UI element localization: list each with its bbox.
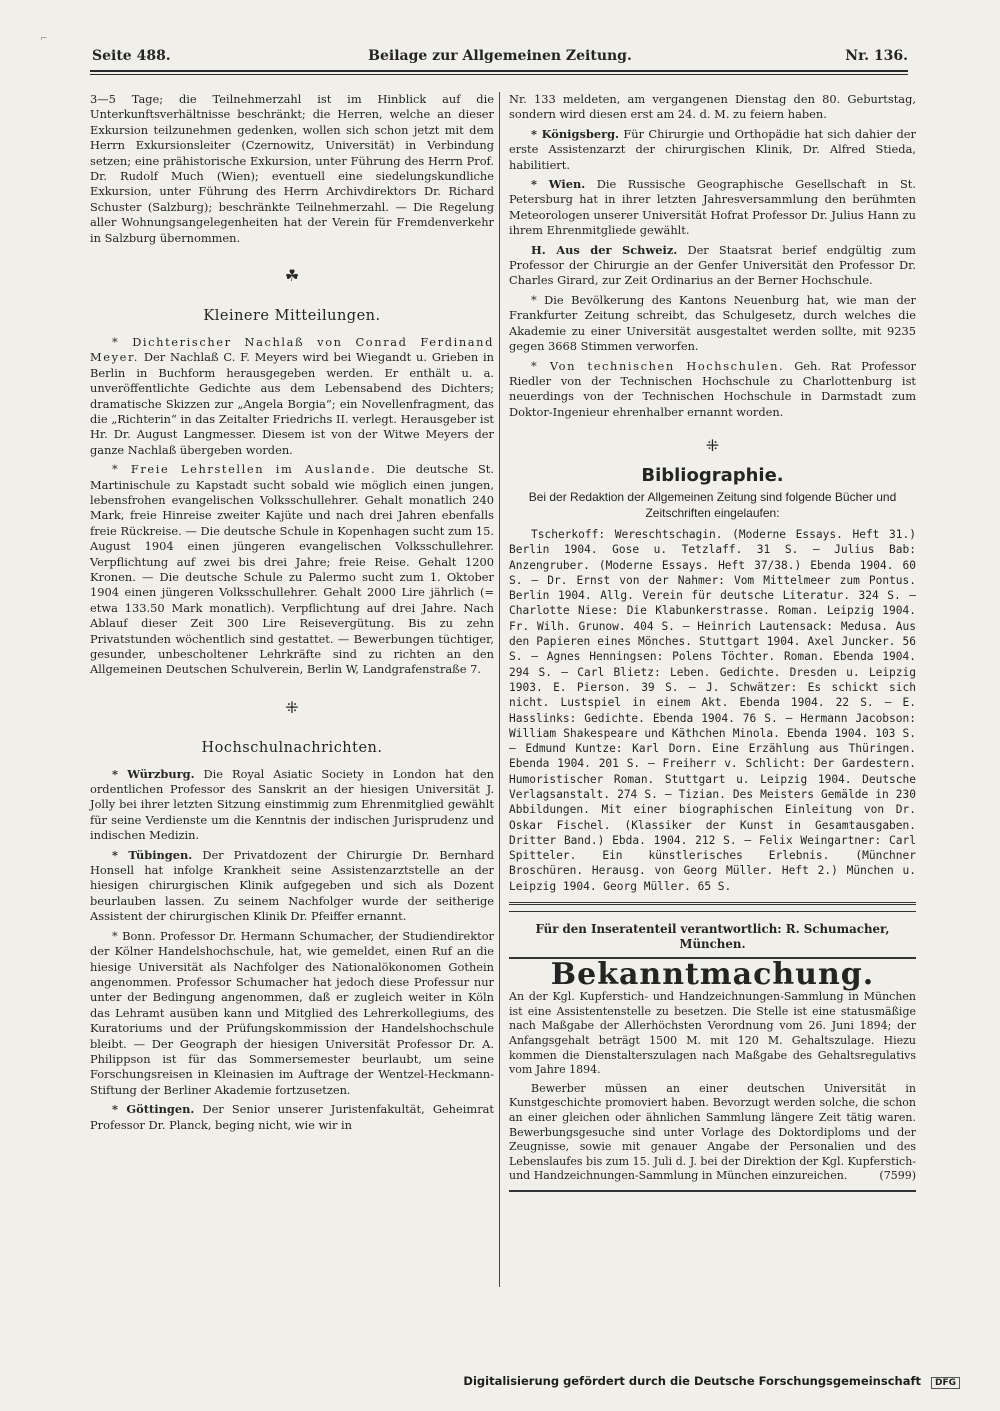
bibliographie-end-rule: [509, 902, 916, 912]
bibliographie-title: Bibliographie.: [641, 464, 784, 486]
header-rule-thin: [90, 74, 908, 75]
article-bonn-text: Professor Dr. Hermann Schumacher, der Studiendirektor der Kölner Handelshochschule, hat, wie gemeldet, einen Ruf an die hiesige Universität als Nachfolger des Nationalökonomen Gothein angenommen. Professor Schumacher hat jedoch diese Professur nur unter der Bedingung angenommen, daß er zugleich weiter in Köln das Lehramt ausüben kann und Mitglied des Lehrerkollegiums, des Kuratoriums und der Prüfungskommission der Handelshochschule bleibt. — Der Geograph der hiesigen Universität Professor Dr. A. Philippson ist für das Sommersemester beurlaubt, um seine Forschungsreisen in Kleinasien im Auftrage der Wentzel-Heckmann-Stiftung der Berliner Akademie fortzusetzen.: [90, 928, 494, 1097]
section-title-kleinere: Kleinere Mitteilungen.: [203, 308, 381, 325]
article-tuebingen-text: Der Privatdozent der Chirurgie Dr. Bernhard Honsell hat infolge Krankheit seine Assistenzarztstelle an der hiesigen chirurgischen Klinik aufgegeben und sich als Dozent beurlauben lassen. Zu seinem Nachfolger wurde der seitherige Assistent der chirurgischen Klinik Dr. Pfeiffer ernannt.: [90, 847, 494, 924]
bibliographie-intro: Bei der Redaktion der Allgemeinen Zeitung sind folgende Bücher und Zeitschriften eingelaufen:: [528, 489, 897, 520]
announcement-title: Bekanntmachung.: [550, 956, 875, 992]
article-wuerzburg-lead: * Würzburg.: [112, 766, 195, 781]
article-wien-lead: * Wien.: [531, 177, 586, 192]
article-schweiz-lead: H. Aus der Schweiz.: [531, 242, 678, 257]
article-wuerzburg-text: Die Royal Asiatic Society in London hat den ordentlichen Professor des Sanskrit an der hiesigen Universität J. Jolly bei ihrer letzten Sitzung einstimmig zum Ehrenmitglied gewählt für seine Verdienste um die Kenntnis der indischen Jurisprudenz und indischen Medizin.: [90, 766, 495, 843]
column-divider: [499, 92, 500, 1287]
article-lehrstellen-text: Die deutsche St. Martinischule zu Kapstadt sucht sobald wie möglich einen jungen, lebensfrohen evangelischen Volksschullehrer. Gehalt monatlich 240 Mark, freie Hinreise zweiter Kajüte und nach drei Jahren ebenfalls freie Rückreise. — Die deutsche Schule in Kopenhagen sucht zum 15. August 1904 einen jüngeren evangelischen Volksschullehrer. Verpflichtung auf zwei bis drei Jahre; freie Reise. Gehalt 1200 Kronen. — Die deutsche Schule zu Palermo sucht zum 1. Oktober 1904 einen jüngeren Volksschullehrer. Gehalt 2000 Lire jährlich (= etwa 133.50 Mark monatlich). Verpflichtung auf drei Jahre. Nach Ablauf dieser Zeit 300 Lire Reisevergütung. Bis zu zehn Privatstunden wöchentlich sind gestattet. — Bewerbungen tüchtiger, gesunder, unbescholtener Lehrkräfte sind zu richten an den Allgemeinen Deutschen Schulverein, Berlin W, Landgrafenstraße 7.: [90, 462, 494, 677]
article-wuerzburg: [90, 767, 494, 844]
goettingen-continuation: Nr. 133 meldeten, am vergangenen Dienstag den 80. Geburtstag, sondern wird diesen erst am 24. d. M. zu feiern haben.: [509, 92, 916, 122]
right-column: [509, 92, 916, 1192]
article-koenigsberg: [509, 127, 916, 173]
cross-ornament-right: ⁜: [705, 436, 720, 456]
article-koenigsberg-text: Für Chirurgie und Orthopädie hat sich dahier der erste Assistenzarzt der chirurgischen Klinik, Dr. Alfred Stieda, habilitiert.: [509, 126, 916, 172]
article-technische: [509, 359, 916, 421]
article-wien-text: Die Russische Geographische Gesellschaft in St. Petersburg hat in ihrer letzten Jahresversammlung den berühmten Meteorologen unserer Universität Hofrat Professor Dr. Julius Hann zu ihrem Ehrenmitgliede gewählt.: [509, 177, 916, 238]
section-title-hochschul: Hochschulnachrichten.: [201, 740, 383, 757]
article-goettingen-text: Der Senior unserer Juristenfakultät, Geheimrat Professor Dr. Planck, beging nicht, wie wir in: [90, 1102, 495, 1132]
clover-ornament: ☘: [284, 266, 300, 286]
page-header: [92, 48, 908, 70]
publication-title: Beilage zur Allgemeinen Zeitung.: [368, 48, 632, 64]
left-column: [90, 92, 494, 1133]
article-meyer: [90, 335, 494, 458]
announcement-body: [509, 990, 916, 1184]
article-lehrstellen: [90, 462, 494, 678]
article-neuenburg: * Die Bevölkerung des Kantons Neuenburg hat, wie man der Frankfurter Zeitung schreibt, das Schulgesetz, durch welches die Akademie zu einer Universität ausgestaltet werden sollte, mit 9235 gegen 3668 Stimmen verworfen.: [509, 292, 916, 354]
page-number: Seite 488.: [92, 48, 171, 64]
dfg-logo: DFG: [931, 1377, 960, 1389]
article-tuebingen-lead: * Tübingen.: [112, 847, 193, 862]
article-bonn: [90, 929, 494, 1098]
article-goettingen-lead: * Göttingen.: [112, 1102, 195, 1117]
corner-mark: ⌐: [40, 34, 48, 44]
article-tuebingen: [90, 848, 494, 925]
article-technische-lead: * Von technischen Hochschulen.: [531, 358, 785, 373]
announcement-reference: (7599): [879, 1169, 916, 1183]
cross-ornament: ⁜: [285, 697, 299, 717]
header-rule: [90, 70, 908, 72]
digitization-footer: [463, 1374, 960, 1389]
announcement-bottom-rule: [509, 1190, 916, 1192]
article-meyer-text: Der Nachlaß C. F. Meyers wird bei Wiegandt u. Grieben in Berlin in Buchform herausgegeben werden. Er enthält u. a. unveröffentlichte Gedichte aus dem Lebensabend des Dichters; dramatische Skizzen zur „Angela Borgia“; ein Novellenfragment, das die „Richterin“ in das Zeitalter Friedrichs II. verlegt. Herausgeber ist Hr. Dr. August Langmesser. Diesem ist von der Witwe Meyers der ganze Nachlaß übergeben worden.: [90, 350, 494, 457]
announcement-paragraph-1: An der Kgl. Kupferstich- und Handzeichnungen-Sammlung in München ist eine Assistentenstelle zu besetzen. Die Stelle ist eine statusmäßige nach Maßgabe der Allerhöchsten Verordnung vom 26. Juni 1894; der Anfangsgehalt beträgt 1500 M. mit 120 M. Gehaltszulage. Hiezu kommen die Dienstalterszulagen nach Maßgabe des Gehaltsregulativs vom Jahre 1894.: [509, 990, 916, 1077]
inserate-responsible-line: Für den Inseratenteil verantwortlich: R. Schumacher, München.: [509, 922, 916, 959]
article-goettingen: [90, 1102, 494, 1133]
article-koenigsberg-lead: * Königsberg.: [531, 126, 620, 141]
article-schweiz-text: Der Staatsrat berief endgültig zum Professor der Chirurgie an der Genfer Universität den Professor Dr. Charles Girard, zur Zeit Ordinarius an der Berner Hochschule.: [509, 242, 916, 288]
article-lehrstellen-lead: * Freie Lehrstellen im Auslande.: [112, 462, 377, 477]
article-bonn-lead: * Bonn.: [112, 928, 156, 943]
article-meyer-lead: * Dichterischer Nachlaß von Conrad Ferdinand Meyer.: [90, 334, 494, 365]
issue-number: Nr. 136.: [845, 48, 908, 64]
announcement-paragraph-2: [509, 1082, 916, 1184]
announcement-paragraph-2-text: Bewerber müssen an einer deutschen Universität in Kunstgeschichte promoviert haben. Bevorzugt werden solche, die schon an einer gleichen oder ähnlichen Sammlung längere Zeit tätig waren. Bewerbungsgesuche sind unter Vorlage des Doktordiploms und der Zeugnisse, sowie mit genauer Angabe der Personalien und des Lebenslaufes bis zum 15. Juli d. J. bei der Direktion der Kgl. Kupferstich- und Handzeichnungen-Sammlung in München einzureichen.: [509, 1081, 916, 1183]
bibliographie-list: Tscherkoff: Wereschtschagin. (Moderne Essays. Heft 31.) Berlin 1904. Gose u. Tetzlaff. 31 S. — Julius Bab: Anzengruber. (Moderne Essays. Heft 37/38.) Ebenda 1904. 60 S. — Dr. Ernst von der Nahmer: Vom Mittelmeer zum Pontus. Berlin 1904. Allg. Verein für deutsche Literatur. 324 S. — Charlotte Niese: Die Klabunkerstrasse. Roman. Leipzig 1904. Fr. Wilh. Grunow. 404 S. — Heinrich Lautensack: Medusa. Aus den Papieren eines Mönches. Stuttgart 1904. Axel Juncker. 56 S. — Agnes Henningsen: Polens Töchter. Roman. Ebenda 1904. 294 S. — Carl Blietz: Leben. Gedichte. Dresden u. Leipzig 1903. E. Pierson. 39 S. — J. Schwätzer: Es schickt sich nicht. Lustspiel in einem Akt. Ebenda 1904. 22 S. — E. Hasslinks: Gedichte. Ebenda 1904. 76 S. — Hermann Jacobson: William Shakespeare und Käthchen Minola. Ebenda 1904. 103 S. — Edmund Kuntze: Karl Dorn. Eine Erzählung aus Thüringen. Ebenda 1904. 201 S. — Freiherr v. Schlicht: Der Gardestern. Humoristischer Roman. Stuttgart u. Leipzig 1904. Deutsche Verlagsanstalt. 274 S. — Tizian. Des Meisters Gemälde in 230 Abbildungen. Mit einer biographischen Einleitung von Dr. Oskar Fischel. (Klassiker der Kunst in Gesamtausgaben. Dritter Band.) Ebda. 1904. 212 S. — Felix Weingartner: Carl Spitteler. Ein künstlerisches Erlebnis. (Münchner Broschüren. Herausg. von Georg Müller. Heft 2.) München u. Leipzig 1904. Georg Müller. 65 S.: [509, 527, 916, 893]
article-wien: [509, 177, 916, 239]
article-schweiz: [509, 243, 916, 289]
article-technische-text: Geh. Rat Professor Riedler von der Technischen Hochschule zu Charlottenburg ist neuerdings von der Technischen Hochschule in Darmstadt zum Doktor-Ingenieur ehrenhalber ernannt worden.: [509, 358, 916, 419]
excursion-text: 3—5 Tage; die Teilnehmerzahl ist im Hinblick auf die Unterkunftsverhältnisse beschränkt; die Herren, welche an dieser Exkursion teilzunehmen gedenken, wollen sich schon jetzt mit dem Herrn Exkursionsleiter (Czernowitz, Universität) in Verbindung setzen; eine prähistorische Exkursion, unter Führung des Herrn Prof. Dr. Rudolf Much (Wien); eventuell eine siedelungskundliche Exkursion, unter Führung des Herrn Archivdirektors Dr. Richard Schuster (Salzburg); beschränkte Teilnehmerzahl. — Die Regelung aller Wohnungsangelegenheiten hat der Verein für Fremdenverkehr in Salzburg übernommen.: [90, 92, 494, 245]
footer-text: Digitalisierung gefördert durch die Deutsche Forschungsgemeinschaft: [463, 1374, 921, 1388]
